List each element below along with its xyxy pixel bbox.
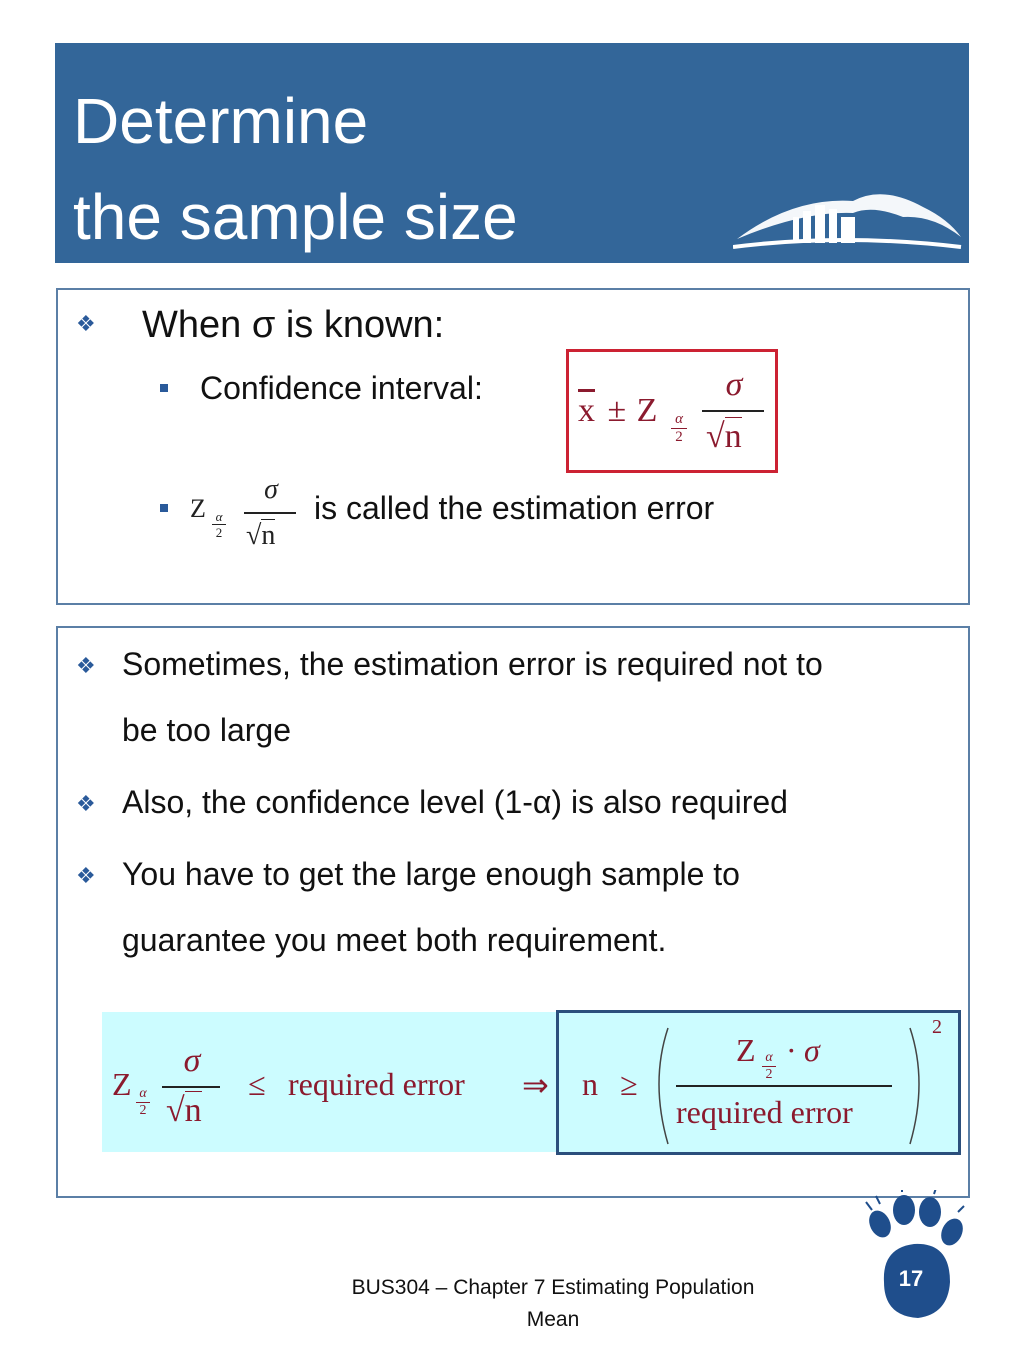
alpha-over-two: α 2 xyxy=(671,411,687,446)
diamond-bullet-icon: ❖ xyxy=(76,792,96,817)
plus-minus: ± xyxy=(607,392,627,429)
x-bar: $\overline{x}$ xyxy=(578,392,595,429)
alpha-over-two: α 2 xyxy=(762,1050,776,1083)
implies-symbol: ⇒ xyxy=(522,1067,549,1103)
bullet-when-sigma-known: When σ is known: xyxy=(142,304,445,346)
z-symbol: Z xyxy=(636,392,658,429)
footer-line-2: Mean xyxy=(526,1308,580,1331)
sqrt-n: √n xyxy=(166,1092,202,1129)
alpha-over-two: α 2 xyxy=(212,509,226,540)
required-error-lhs: required error xyxy=(288,1066,465,1102)
z-symbol: Z xyxy=(112,1066,132,1102)
square-bullet-icon xyxy=(160,384,168,392)
alpha-over-two: α 2 xyxy=(136,1086,150,1119)
geq-symbol: ≥ xyxy=(620,1066,638,1102)
n-symbol: n xyxy=(582,1066,598,1102)
sigma-symbol: σ xyxy=(804,1032,820,1068)
diamond-bullet-icon: ❖ xyxy=(76,864,96,889)
fraction-bar xyxy=(244,512,296,514)
estimation-error-text: is called the estimation error xyxy=(314,490,715,526)
sigma-numerator: σ xyxy=(183,1042,201,1079)
bullet-line: Sometimes, the estimation error is required not to xyxy=(122,646,823,682)
dot-operator: · xyxy=(786,1032,797,1068)
sigma-numerator: σ xyxy=(725,366,743,403)
leq-symbol: ≤ xyxy=(248,1066,266,1102)
diamond-bullet-icon: ❖ xyxy=(76,312,96,337)
square-bullet-icon xyxy=(160,504,168,512)
slide-footer xyxy=(288,1272,818,1336)
title-banner xyxy=(55,43,969,263)
confidence-interval-formula xyxy=(578,392,657,430)
bullet-line: be too large xyxy=(122,712,292,748)
estimation-error-z: Z xyxy=(190,494,206,523)
title-line-1: Determine xyxy=(73,85,369,157)
sigma-numerator: σ xyxy=(264,474,278,505)
bullet-line: You have to get the large enough sample to xyxy=(122,856,740,892)
page-number: 17 xyxy=(898,1266,924,1291)
required-error-denominator: required error xyxy=(676,1094,853,1130)
university-logo-icon xyxy=(733,177,963,255)
sub-bullet-confidence-interval: Confidence interval: xyxy=(200,370,483,406)
exponent-two: 2 xyxy=(932,1016,942,1038)
footer-line-1: BUS304 – Chapter 7 Estimating Population xyxy=(351,1276,755,1299)
sqrt-n: √n xyxy=(706,418,742,455)
fraction-bar xyxy=(162,1086,220,1088)
slide-title xyxy=(73,73,518,265)
paw-print-icon xyxy=(862,1190,968,1322)
title-line-2: the sample size xyxy=(73,181,518,253)
bullet-line: Also, the confidence level (1-α) is also required xyxy=(122,784,788,820)
sqrt-n: √n xyxy=(246,520,276,551)
fraction-bar xyxy=(702,410,764,412)
z-symbol: Z xyxy=(736,1032,756,1068)
diamond-bullet-icon: ❖ xyxy=(76,654,96,679)
bullet-line: guarantee you meet both requirement. xyxy=(122,922,667,958)
